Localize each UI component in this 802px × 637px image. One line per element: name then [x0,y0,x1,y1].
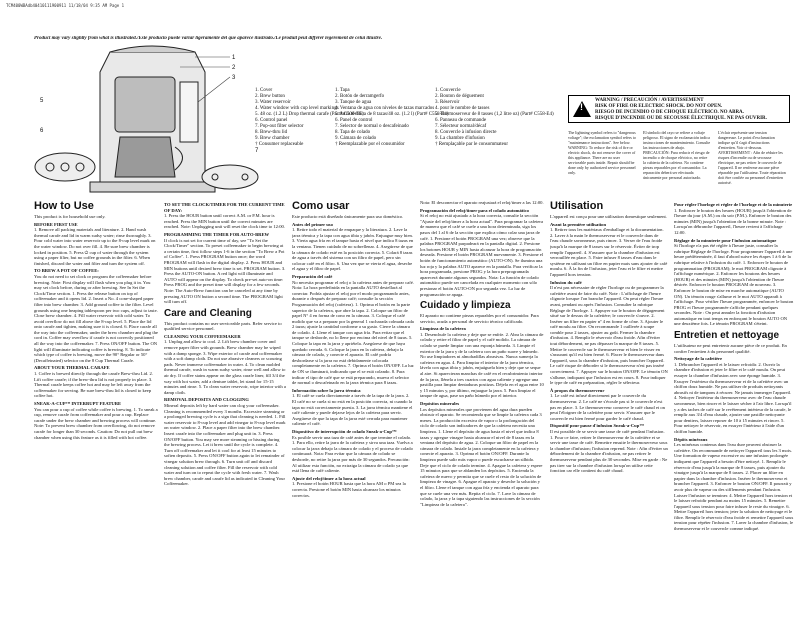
section-title: Como usar [292,200,350,212]
column-entretien: Pour régler l'horloge et régler de l'horloge et de la minuterie 1. Enfoncer le bouton des heures (HOUR) jusqu'à l'obtention de l'heure du jour (A.M.) ou du soir (P.M.). Enfoncer le bouton des minutes (MIN) jusqu'à l'obtention de la bonne minute. Note : Lorsqu'on débranche l'appareil, l'heure revient à l'affichage 12:00. Réglage de la minuterie pour l'infusion automatique Si l'horloge n'a pas été réglée à l'heure juste, consulter la rubrique Réglage de l'horloge. Pour programmer l'appareil à une heure prédéterminée, il faut d'abord suivre les étapes 1 à 6 de la rubrique relative à l'infusion du café. 1. Enfoncer le bouton de programmation (PROGRAM); le mot PROGRAM clignote à l'affichage numérique. 2. Enfoncer les boutons des heures (HOUR) et des minutes (MIN) jusqu'à l'obtention de l'heure désirée. Enfoncer le bouton PROGRAM de nouveau. 3. Enfoncer le bouton de mise en marche automatique (AUTO ON). Un témoin rouge s'allume et le mot AUTO apparaît à l'affichage. Pour vérifier l'heure programmée, enfoncer le bouton PROG et l'heure programmée s'affiche pendant quelques secondes. Note : On peut annuler la fonction d'infusion automatique en tout temps en enfonçant le bouton AUTO ON une deuxième fois. Le témoin PROGRAM s'éteint. Entretien et nettoyage L'utilisateur ne peut entretenir aucune pièce de ce produit. En confier l'entretien à du personnel qualifié. Nettoyage de la cafetière 1. Débrancher l'appareil et le laisser refroidir. 2. Ouvrir la chambre d'infusion et jeter le filtre et le café moulu. On peut essuyer la chambre d'infusion avec une éponge humide. 3. Essuyer l'extérieur du thermoserveur et de la cafetière avec un chiffon doux humide. Ne pas utiliser de produits nettoyants abrasifs ni de tampons à récurer. Ne jamais immerger l'appareil. 4. Nettoyer l'intérieur du thermoserveur avec de l'eau chaude savonneuse, bien rincer et le laisser sécher à l'air libre. Lorsqu'il y a des taches de café sur le revêtement intérieur de la carafe, le remplir aux 3/4 d'eau chaude, ajouter une pastille nettoyante pour dentiers, laisser reposer de 10 à 15 minutes et rincer. 5. Pour nettoyer le réservoir, en essuyer l'intérieur à l'aide d'un chiffon humide. Dépôts minéraux Les minéraux contenus dans l'eau dure peuvent obstruer la cafetière. On recommande de nettoyer l'appareil tous les 3 mois. Une formation de vapeur excessive ou une infusion prolongée indiquent que l'appareil a besoin d'être nettoyé. 1. Remplir le réservoir d'eau jusqu'à la marque de 8 tasses, puis ajouter du vinaigre jusqu'à la marque de 8 tasses. 2. Placer un filtre en papier dans la chambre d'infusion. Insérer le thermoserveur et brancher l'appareil. 3. Enfoncer le bouton ON/OFF. Il pourrait y avoir plus de vapeur ou des sifflements pendant l'infusion. Laisser l'infusion se terminer. 4. Mettre l'appareil hors tension et le laisser refroidir pendant au moins 15 minutes. 5. Remettre l'appareil sous tension pour faire infuser le reste du vinaigre. 6. Mettre l'appareil hors tension; jeter la solution de nettoyage et le filtre. Remplir le réservoir d'eau froide et remettre l'appareil sous tension pour répéter l'infusion. 7. Laver la chambre d'infusion, le thermoserveur et le couvercle comme indiqué. [674,202,794,532]
section-title: Cuidado y limpieza [420,300,511,312]
parts-list-es: 1. Tapa 2. Botón de derramgerfo 3. Tanque de agua 4. Ventana de agua con niveles de tazas marcados 5. Jarra térmica de 8 tazas/48 oz. (1.2 l) (Part# C558-E4) 6. Panel de control 7. Selector de normal o descafeinado 8. Tapa de colado 9. Cámara de colado † Reemplazable por el consumidor [335,88,449,147]
product-variation-note: Product may vary slightly from what is illustrated./Este producto puede variar ligeramente del que aparece ilustrado./Le produit peut différer légèrement de celui illustré. [34,36,383,41]
svg-text:3: 3 [232,75,236,81]
svg-text:5: 5 [40,98,44,104]
filter-selector-icon [202,165,258,189]
coffeemaker-illustration [30,42,270,202]
parts-list-fr: 1. Couvercle 2. Bouton de déguement 3. Réservoir 4. pour le nombre de tasses 5. Thermoserveur de 8 tasses (1,2 litre oz) (Part# C558-E4) 6. Panneau de commande 7. Sélecteur normal/décaf 8. Couvercle à infusion directe 9. La chambre d'infusion † Remplaçable par le consommateur [435,88,554,147]
caution-text-fr: L'éclair représente une tension dangereuse. Le point d'exclamation indique qu'il s'agit d'instructions d'entretien. Voir ci-dessous. AVERTISSEMENT : Afin de réduire les risques d'incendie ou de secousse électrique, ne pas retirer le couvercle de l'appareil. Il ne renferme aucune pièce réparable par l'utilisateur. Toute réparation doit être confiée au personnel d'entretien autorisé. [718,130,786,185]
section-title: How to Use [34,200,94,212]
svg-text:7: 7 [255,148,259,154]
svg-text:1: 1 [232,55,236,61]
column-how-to-use: How to Use This product is for household use only. BEFORE FIRST USE 1. Remove all packing materials and literature. 2. Hand wash thermal carafe and lid in warm sudsy water; rinse thoroughly. 3. Pour cold water into water reservoir up to the 8-cup level mark on the water window. Do not over fill. 4. Be sure brew chamber is locked in position. 5. Press ⏻ cup of water through the system using a paper filter, but no coffee grounds in the filter. 6. When finished, discard the water and filter and turn the system off. TO BREW A POT OF COFFEE: You do not need to set clock or program the coffeemaker before brewing. Note: First display will flash when you plug it in. You may set clock before, during or after brewing. See In Set the Clock/Time section. 1. Press the release button on top of coffeemaker and it opens lid. 2. Insert a No. 4 cone-shaped paper filter into brew chamber. 3. Add ground coffee to the filter. Level grounds using one heaping tablespoon per two cups, adjust to taste. Close brew chamber. 4. Fill water reservoir with cold water. To avoid overflow do not fill above the 8-cup level. 5. Place the lid onto carafe and tighten, making sure it is closed. 6. Place carafe all the way into the coffeemaker, under the brew chamber and plug the cord in. Coffee may overflow if carafe is not correctly positioned all the way into the coffeemaker. 7. Press ON/OFF button. The ON light will illuminate indicating coffee is brewing. 8. To indicate which type of coffee is brewing, move the 90° Regular or 50° (Decaffeinated) selector on the 8 Cup Thermal Carafe. ABOUT YOUR THERMAL CARAFE 1. Coffee is brewed directly through the carafe Brew-thru Lid. 2. Lift coffee carafe; if the brew-thru lid is not properly in place. 3. Thermal carafe keeps coffee hot and may be left away from the coffeemaker for serving. Be sure brew-thru lid is closed to keep coffee hot. SNEAK-A-CUP™ INTERRUPT FEATURE You can pour a cup of coffee while coffee is brewing. 1. To sneak a cup, remove carafe from coffeemaker and pour a cup. Replace carafe under the brew chamber and brewing process will continue. Note: To prevent brew chamber from overflowing, do not remove carafe for longer than 30 seconds. Caution: Do not pull out brew chamber when using this feature as it is filled with hot coffee. [34,200,158,440]
column-utilisation: Utilisation L'appareil est conçu pour une utilisation domestique seulement. Avant la première utilisation 1. Retirer tous les matériaux d'emballage et la documentation. 2. Laver à la main le thermoserveur et le couvercle dans de l'eau chaude savonneuse, puis rincer. 3. Verser de l'eau froide jusqu'à la marque de 8 tasses sur le réservoir. Éviter de trop remplir l'appareil. 4. S'assurer que la chambre d'infusion est verrouillée en place. 5. Faire infuser 8 tasses d'eau dans le système en utilisant un filtre en papier mais sans ajouter de café moulu. 6. À la fin de l'infusion, jeter l'eau et le filtre et mettre l'appareil hors tension. Infusion du café Il n'est pas nécessaire de régler l'horloge ou de programmer la cafetière avant de faire du café. Note : L'affichage de l'heure clignote lorsque l'on branche l'appareil. On peut régler l'heure avant, pendant ou après l'infusion. Consulter la rubrique Réglage de l'horloge. 1. Appuyer sur le bouton de dégagement situé sur le dessus de la cafetière; le couvercle s'ouvre. 2. Insérer un filtre en papier nº 4 en forme de cône. 3. Ajouter le café moulu au filtre. On recommande 1 cuillerée à soupe comble pour 2 tasses, ajuster au goût. Fermer la chambre d'infusion. 4. Remplir le réservoir d'eau froide. Afin d'éviter tout débordement, ne pas dépasser la marque de 8 tasses. 5. Mettre le couvercle sur le thermoserveur et bien le visser en s'assurant qu'il est bien fermé. 6. Placer le thermoserveur dans l'appareil, sous la chambre d'infusion, puis brancher l'appareil. Le café risque de déborder si le thermoserveur n'est pas inséré correctement. 7. Appuyer sur le bouton ON/OFF. Le témoin ON s'allume, indiquant que l'infusion est en cours. 8. Pour indiquer le type de café en préparation, régler le sélecteur. À propos du thermoserveur 1. Le café est infusé directement par le couvercle du thermoserveur. 2. Le café ne s'écoule pas si le couvercle n'est pas en place. 3. Le thermoserveur conserve le café chaud et on peut l'éloigner de la cafetière pour servir. S'assurer que le couvercle est bien fermé pour garder le café chaud. Dispositif pour pause d'infusion Sneak-a-Cup™ Il est possible de se servir une tasse de café pendant l'infusion. 1. Pour ce faire, retirer le thermoserveur de la cafetière et se servir une tasse de café. Remettre ensuite le thermoserveur sous la chambre d'infusion; l'infusion reprend. Note : Afin d'éviter un débordement de la chambre d'infusion, ne pas retirer le thermoserveur pendant plus de 30 secondes. Mise en garde : Ne pas tirer sur la chambre d'infusion lorsqu'on utilise cette fonction car elle contient du café chaud. [550,200,668,474]
section-title: Entretien et nettoyage [674,330,780,342]
svg-text:6: 6 [40,128,44,134]
caution-text-es: El símbolo del rayo se refiere a voltaje peligroso. El signo de exclamación indica instrucciones de mantenimiento. Consulte las instrucciones de abajo. PRECAUCIÓN: Para reducir el riesgo de incendio o de choque eléctrico, no retire la cubierta de la cafetera. No contiene piezas reparables por el consumidor. La reparación deberá ser efectuada únicamente por personal autorizado. [643,130,711,180]
print-header: TCM400WBAdb40410111900911 11/18/04 9:35 AM Page 1 [6,3,125,8]
column-como-usar: Como usar Este producto está diseñado únicamente para uso doméstico. Antes del primer uso 1. Retire todo el material de empaque y la literatura. 2. Lave la jarra térmica y la tapa con agua tibia y jabón. Enjuague muy bien. 3. Vierta agua fría en el tanque hasta el nivel que indica 8 tazas en la ventana. Tienen cuidado de no sobrellenar. 4. Asegúrese de que la cámara de colado esté en la posición correcta. 5. Colará 8 tazas de agua a través del sistema con un filtro de papel, pero sin colocar café en el filtro. 6. Una vez que se vierta el agua, deseche el agua y el filtro de papel. Preparación del café No necesita programar el reloj o la cafetera antes de preparar café. Nota: La hora predefinida en la pantalla AUTO destellará al conectar. Podría ajustar el reloj por el modo programando antes, durante o después de preparar café; consulte la sección Programación del reloj (cafetera). 1. Oprima el botón en la parte superior de la cafetera, que abre la tapa. 2. Coloque un filtro de papel N° 4 en forma de cono en la cámara. 3. Coloque el café molido que va a preparar por la general 1 cucharada colmada cada 2 tazas; ajuste la cantidad conforme a su gusto. Cierre la cámara de colado. 4. Llene el tanque con agua fría. Para evitar que el tanque se desborde, no lo llene por encima del nivel de 8 tazas. 5. Coloque la tapa en la jarra y apriétela. Asegúrese de que haya quedado cerrada. 6. Coloque la jarra en la cafetera, debajo la cámara de colado, y conecte el aparato. El café podría desbordarse si la jarra no está debidamente colocada completamente en la cafetera. 7. Oprima el botón ON/OFF. La luz de ON se iluminará, indicando que el se está colando. 8. Para indicar el tipo de café que se está preparando, mueva el selector de normal o descafeinado en la jarra térmica para 8 tazas. Información sobre la jarra térmica 1. El café se cuela directamente a través de la tapa de la jarra. 2. El café no se cuela si no está en la posición correcta, ni cuando la tapa no está correctamente puesta. 3. La jarra térmica mantiene el café caliente y puede dejarse lejos de la cafetera para servir. Asegúrese de que la tapa de la jarra esté cerrada para mantener caliente el café. Dispositivo de interrupción de colado Sneak-a-Cup™ Es posible servir una taza de café antes de que termine el colado. 1. Para ello, retire la jarra de la cafetera y sirva una taza. Vuelva a colocar la jarra debajo la cámara de colado y el proceso de colado continuará. Nota: Para evitar que la cámara de colado se desborde, no retire la jarra por más de 30 segundos. Precaución: Al utilizar esta función, no extraiga la cámara de colado ya que está llena de café caliente. Ajuste del reloj/timer a la hora actual 1. Presione el botón HOUR hasta que la hora AM o PM sea la correcta. Presione el botón MIN hasta alcanzar los minutos correctos. [292,200,414,498]
section-title: Utilisation [550,200,604,212]
warning-box: ! WARNING / PRECAUCIÓN / AVERTISSEMENT RISK OF FIRE OR ELECTRIC SHOCK. DO NOT OPEN. RIESGO DE INCENDIO O DE CHOQUE ELÉCTRICO. NO ABRA. RISQUE D'INCENDIE OU DE SECOUSSE ÉLECTRIQUE. NE PAS OUVRIR. [568,95,790,123]
section-title: Care and Cleaning [164,307,252,319]
svg-text:2: 2 [232,65,236,71]
coffeemaker-icon [90,46,215,192]
warning-triangle-icon [573,101,591,117]
parts-list-en: 1. Cover 2. Brew button 3. Water reservoir 4. Water window with cup level markings 5. 48 oz. (1.2 L) Drop thermal carafe (Part# C500-TE) 6. Control panel 7. Pop-out filter selector 8. Brew-thru lid 9. Brew chamber † Consumer replaceable [255,88,364,147]
column-timer-care: TO SET THE CLOCK/TIMER FOR THE CURRENT TIME OF DAY: 1. Press the HOUR button until correct A.M. or P.M. hour is reached. Press the MIN button until the correct minutes are reached. Note: Unplugging unit will reset the clock time to 12:00. PROGRAMMING THE TIMER FOR AUTO-BREW If clock is not set for current time of day, see "To Set the Clock/Timer" section. To preset coffeemaker to begin brewing at a certain time, first follow steps 1-6 in the section "To Brew a Pot of Coffee". 1. Press PROGRAM button once; the word PROGRAM will flash in the digital display. 2. Press HOUR and MIN buttons until desired brew time is set. PROGRAM button. 3. Press the AUTO-ON button. A red light will illuminate and AUTO will appear on the display. To check pre-set auto-on time: Press PROG and the preset time will display for a few seconds. Note: The Auto-Brew function can be canceled at any time by pressing AUTO ON button a second time. The PROGRAM light will turn off. Care and Cleaning This product contains no user serviceable parts. Refer service to qualified service personnel. CLEANING YOUR COFFEEMAKER 1. Unplug and allow to cool. 2. Lift brew chamber cover and remove paper filter with grounds. Brew chamber may be wiped with a damp sponge. 3. Wipe exterior of carafe and coffeemaker with a soft damp cloth. Do not use abrasive cleaners or scouring pads. Never immerse coffeemaker in water. 4. To clean molded thermal carafe, wash in warm sudsy water, rinse well and allow to air dry. If coffee stains appear on the glass carafe liner, fill 3/4 the way with hot water, add a denture tablet, let stand for 15-15 minutes and rinse. 5. To clean water reservoir, wipe interior with a damp cloth. REMOVAL DEPOSITS AND CLOGGING Mineral deposits left by hard water can clog your coffeemaker. Cleaning is recommended every 3 months. Excessive steaming or a prolonged brewing cycle is a sign that cleaning is needed. 1. Fill water reservoir to 8-cup level and add vinegar to 8-cup level mark on water window. 2. Place a paper filter into the brew chamber. Insert carafe into the coffeemaker and plug unit in. 3. Press ON/OFF button. You may see more steaming or hissing during the brewing process. Let it brew until the cycle is complete. 4. Turn off coffeemaker and let it cool for at least 15 minutes to soften deposits. 5. Press ON/OFF button again to let remainder of vinegar solution brew through. 6. Turn unit off and discard cleaning solution and coffee filter. Fill the reservoir with cold water and turn on to repeat the cycle with fresh water. 7. Wash brew chamber, carafe and carafe lid as indicated in Cleaning Your Coffeemaker. [164,202,286,487]
control-panel-icon [35,153,95,181]
column-cuidado: Nota: El desconectar el aparato reajustará el reloj/timer a las 12:00. Programación del reloj/timer para el colado automático Si el reloj no está ajustado a la hora correcta, consulte la sección "Ajuste del reloj/timer a la hora actual". Para programar la cafetera de manera que el café se cuele a una hora determinada, siga los pasos del 1 al 6 de la sección que explica cómo colar una jarra de café. 1. Presione el botón PROGRAM una vez; observe que la palabra PROGRAM parpadeará en la pantalla digital. 2. Presione los botones HOUR y MIN hasta alcanzar la hora de programación deseada. Presione el botón PROGRAM nuevamente. 3. Presione el botón de funcionamiento automático (AUTO-ON). Se ilumina una luz roja y la palabra AUTO aparece en la pantalla. Para verificar la hora programada, presione PROG y la hora preprogramada aparecerá durante algunos segundos. Nota: La función de colado automático puede ser cancelada en cualquier momento con sólo presionar el botón AUTO-ON por segunda vez. La luz de programación se apaga. Cuidado y limpieza El aparato no contiene piezas reparables por el consumidor. Para servicio, acuda a personal de servicio técnico calificado. Limpieza de la cafetera 1. Desenchufe la cafetera y deje que se enfríe. 2. Abra la cámara de colado y retire el filtro de papel y el café molido. La cámara de colado se puede limpiar con una esponja húmeda. 3. Limpie el exterior de la jarra y de la cafetera con un paño suave y húmedo. No use limpiadores ni almohadillas abrasivas. Nunca sumerja la cafetera en agua. 4. Para limpiar el interior de la jarra térmica, lávela con agua tibia y jabón, enjuáguela bien y deje que se seque al aire. Si aparecieran manchas de café en el recubrimiento interior de la jarra, llénela a tres cuartos con agua caliente y agregue una pastilla para limpiar dentaduras postizas. Déjela en el agua entre 10 y 15 minutos y, por último, enjuague la jarra. 5. Para limpiar el tanque de agua, pase un paño húmedo por el interior. Depósitos minerales Los depósitos minerales que provienen del agua dura pueden obstruir el aparato. Se recomienda que se limpie la cafetera cada 3 meses. La producción excesiva de vapor o la prolongación del ciclo de colado son indicadores de que la cafetera necesita una limpieza. 1. Llene el depósito de agua hasta el nivel que indica 8 tazas y agregue vinagre hasta alcanzar el nivel de 8 tazas en la ventana del depósito de agua. 2. Coloque un filtro de papel en la cámara de colado. Instale la jarra completamente en la cafetera y conecte el aparato. 3. Oprima el botón ON/OFF. Durante la limpieza puede salir más vapor o puede escucharse un silbido. Deje que el ciclo de colado termine. 4. Apague la cafetera y espere 15 minutos para que se ablanden los depósitos. 5. Encienda la cafetera de nuevo y permita que se cuele el resto de la solución de limpieza de vinagre. 6. Apague el aparato y deseche la solución y el filtro. Llene el tanque con agua fría y encienda el aparato para que se cuele una vez más. Repita el ciclo. 7. Lave la cámara de colado, la jarra y la tapa siguiendo las instrucciones de la sección "Limpieza de la cafetera". [420,200,544,507]
caution-text-en: The lightning symbol refers to "dangerous voltage"; the exclamation symbol refers to "maintenance instructions". See below. WARNING: To reduce the risk of fire or electric shock, do not remove the cover of this appliance. There are no user serviceable parts inside. Repair should be done only by authorized service personnel only. [568,130,636,175]
